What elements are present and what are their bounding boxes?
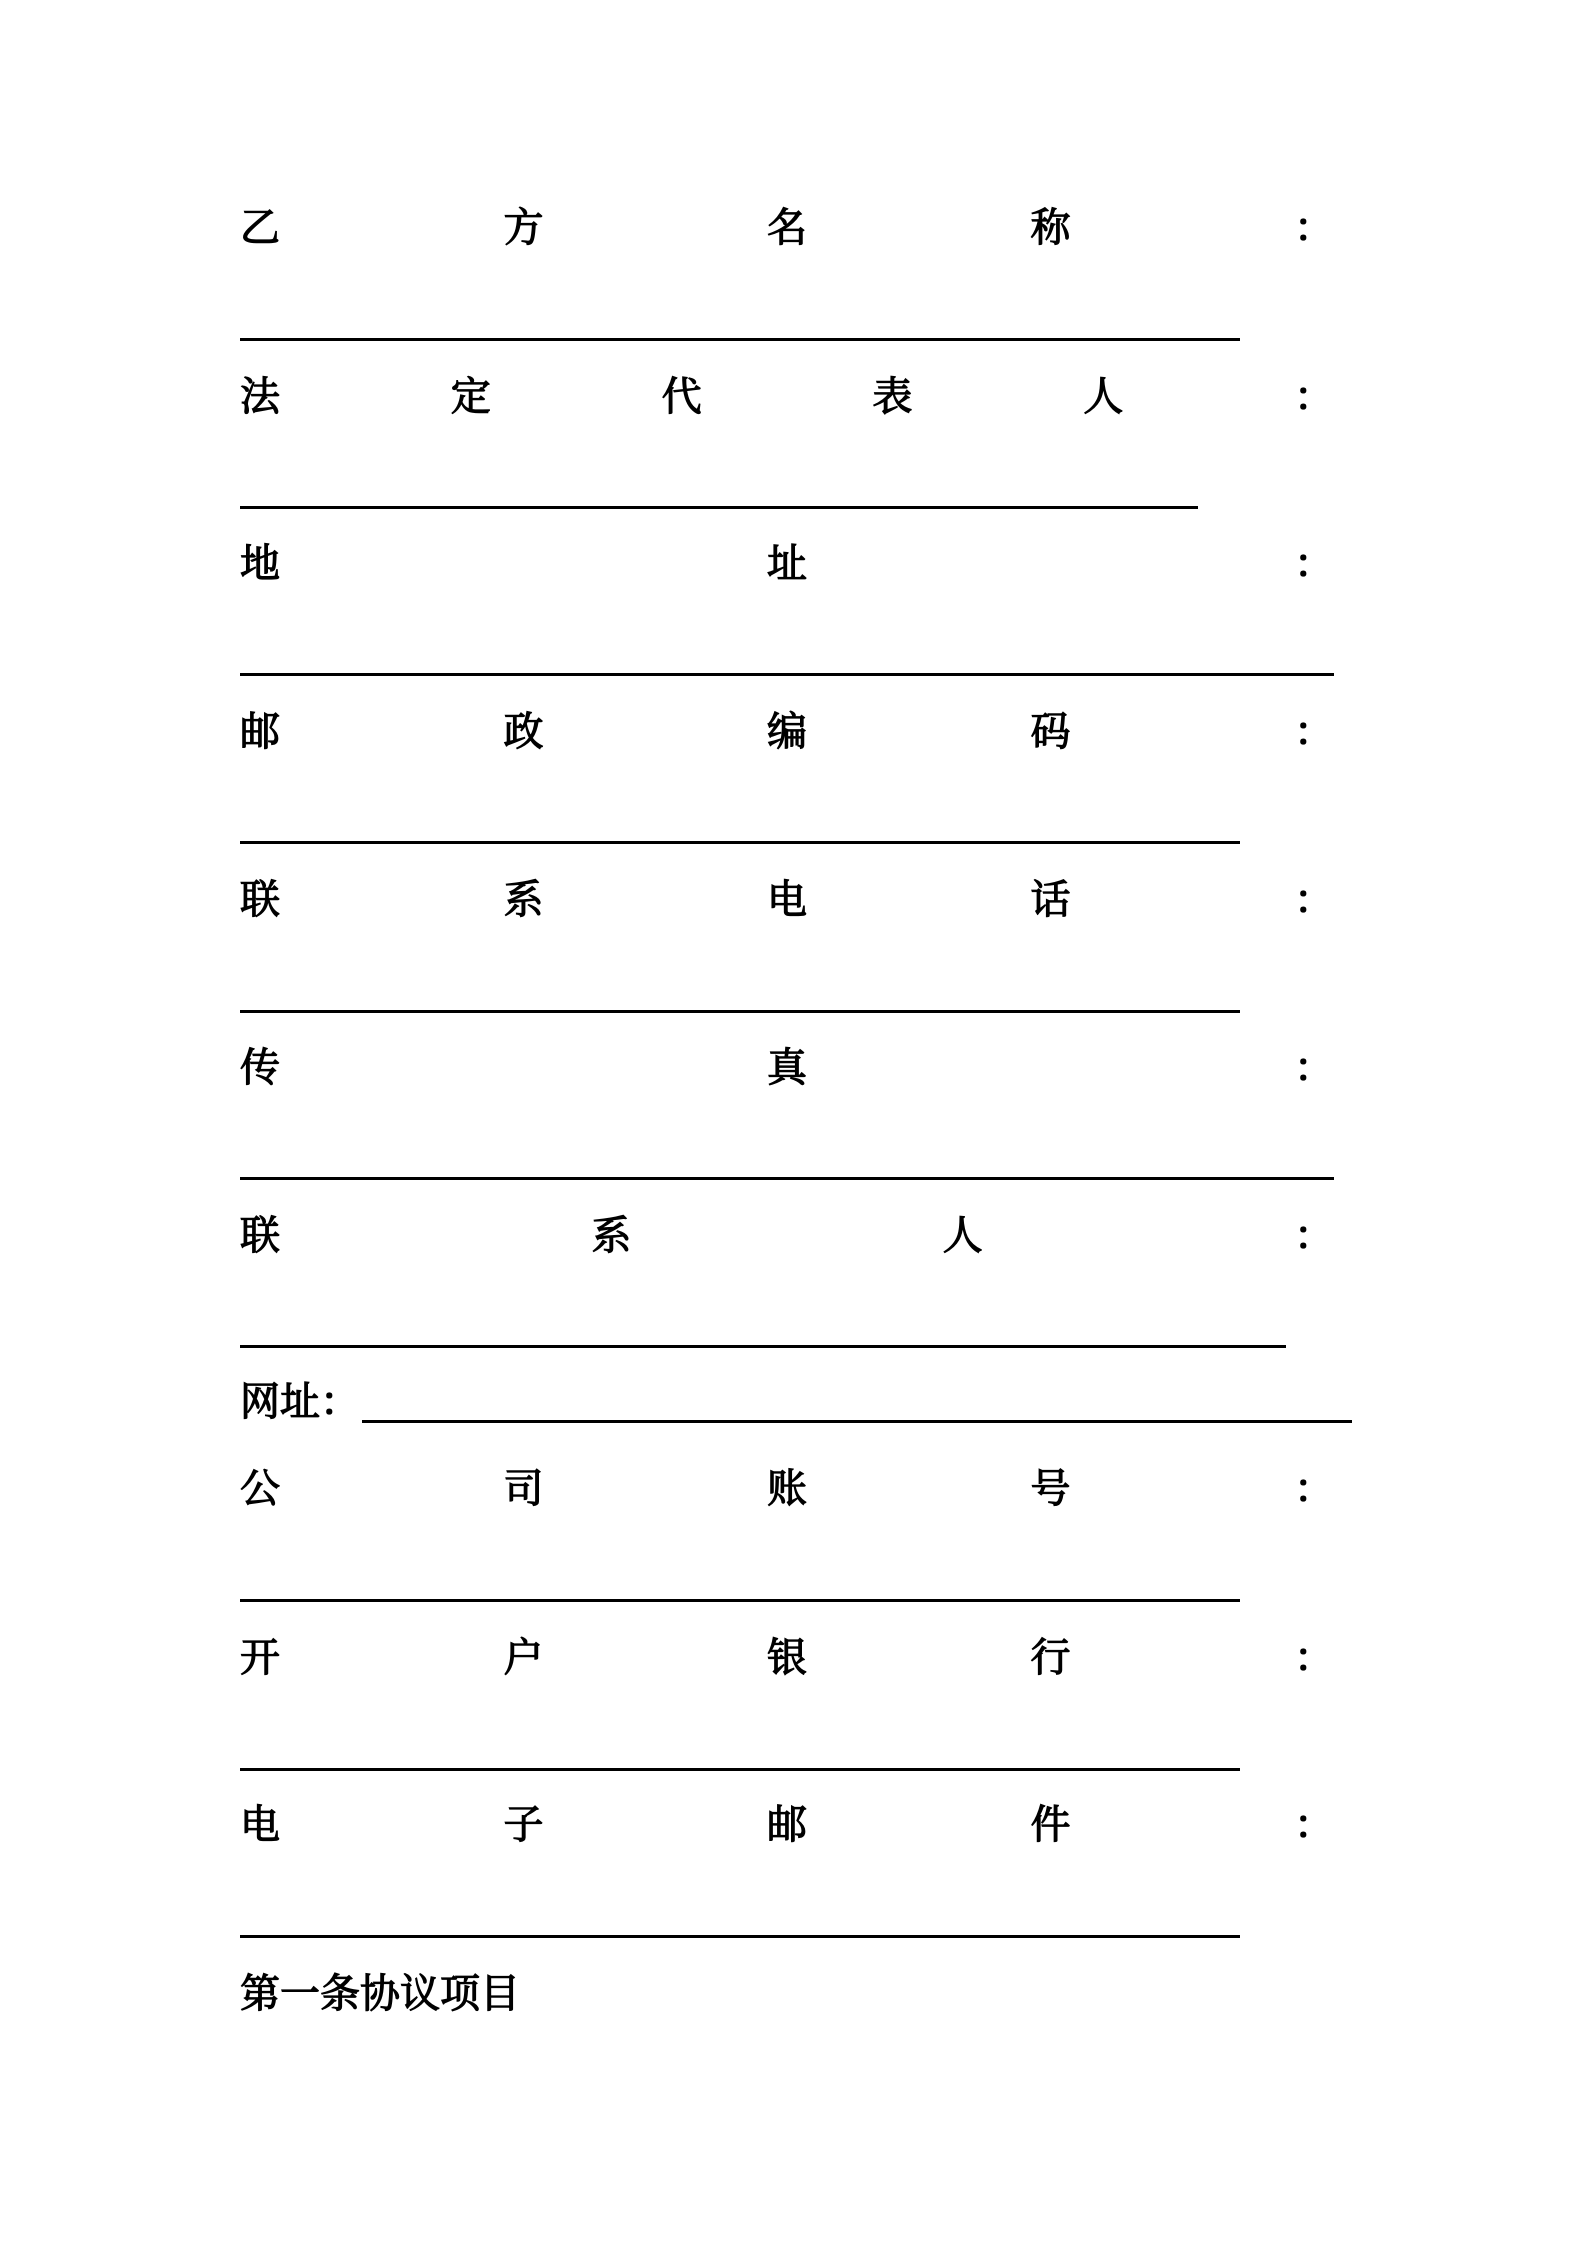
label-char: 乙	[240, 205, 280, 251]
label-char: 开	[240, 1635, 280, 1681]
label-char: 代	[661, 374, 702, 420]
label-char: 人	[1083, 374, 1124, 420]
label-char: 编	[767, 709, 807, 755]
fill-in-blank-email[interactable]	[240, 1935, 1240, 1938]
label-char: 联	[240, 877, 280, 923]
label-char: 法	[240, 374, 280, 420]
label-char: 码	[1030, 709, 1071, 755]
field-label-fax	[240, 1038, 1334, 1098]
label-char: 子	[503, 1802, 544, 1848]
label-char: 电	[240, 1802, 280, 1848]
label-colon: ：	[1294, 1045, 1334, 1091]
label-char: 政	[503, 709, 544, 755]
field-label-phone	[240, 870, 1334, 930]
field-label-party-b-name	[240, 198, 1334, 258]
label-colon: ：	[1294, 541, 1334, 587]
field-label-legal-representative	[240, 367, 1334, 427]
label-char: 方	[503, 205, 544, 251]
fill-in-blank-party-b-name[interactable]	[240, 338, 1240, 341]
fill-in-blank-phone[interactable]	[240, 1010, 1240, 1013]
field-label-bank	[240, 1628, 1334, 1688]
label-char: 公	[240, 1466, 280, 1512]
field-label-contact-person	[240, 1206, 1334, 1266]
label-char: 电	[767, 877, 807, 923]
label-char: 真	[767, 1045, 807, 1091]
fill-in-blank-company-account[interactable]	[240, 1599, 1240, 1602]
field-website	[240, 1372, 360, 1432]
label-char: 件	[1030, 1802, 1071, 1848]
label-char: 系	[503, 877, 544, 923]
fill-in-blank-contact-person[interactable]	[240, 1345, 1286, 1348]
label-char: 邮	[767, 1802, 807, 1848]
label-char: 人	[942, 1213, 983, 1259]
label-colon: ：	[1294, 1635, 1334, 1681]
fill-in-blank-website[interactable]	[362, 1420, 1352, 1423]
section-heading: 第一条协议项目	[240, 1971, 520, 2017]
label-colon: ：	[1294, 1802, 1334, 1848]
label-char: 传	[240, 1045, 280, 1091]
label-char: 银	[767, 1635, 807, 1681]
label-char: 系	[591, 1213, 632, 1259]
field-label-postcode	[240, 702, 1334, 762]
label-colon: ：	[1293, 1213, 1334, 1259]
field-label-company-account	[240, 1459, 1334, 1519]
label-char: 户	[503, 1635, 544, 1681]
label-colon: ：	[1294, 877, 1334, 923]
label-colon: ：	[1294, 709, 1334, 755]
label-colon: ：	[1293, 374, 1334, 420]
label-colon: ：	[1294, 205, 1334, 251]
field-label-address	[240, 534, 1334, 594]
label-char: 联	[240, 1213, 280, 1259]
label-colon: ：	[1294, 1466, 1334, 1512]
field-label-email	[240, 1795, 1334, 1855]
label-char: 址	[767, 541, 807, 587]
label-char: 账	[767, 1466, 807, 1512]
label-char: 定	[450, 374, 491, 420]
label-char: 表	[872, 374, 913, 420]
label-char: 号	[1030, 1466, 1071, 1512]
field-label-website: 网址：	[240, 1379, 360, 1425]
fill-in-blank-fax[interactable]	[240, 1177, 1334, 1180]
label-char: 话	[1030, 877, 1071, 923]
label-char: 邮	[240, 709, 280, 755]
label-char: 地	[240, 541, 280, 587]
label-char: 名	[767, 205, 807, 251]
fill-in-blank-postcode[interactable]	[240, 841, 1240, 844]
label-char: 司	[503, 1466, 544, 1512]
label-char: 称	[1030, 205, 1071, 251]
fill-in-blank-bank[interactable]	[240, 1768, 1240, 1771]
fill-in-blank-legal-representative[interactable]	[240, 506, 1198, 509]
fill-in-blank-address[interactable]	[240, 673, 1334, 676]
label-char: 行	[1030, 1635, 1071, 1681]
